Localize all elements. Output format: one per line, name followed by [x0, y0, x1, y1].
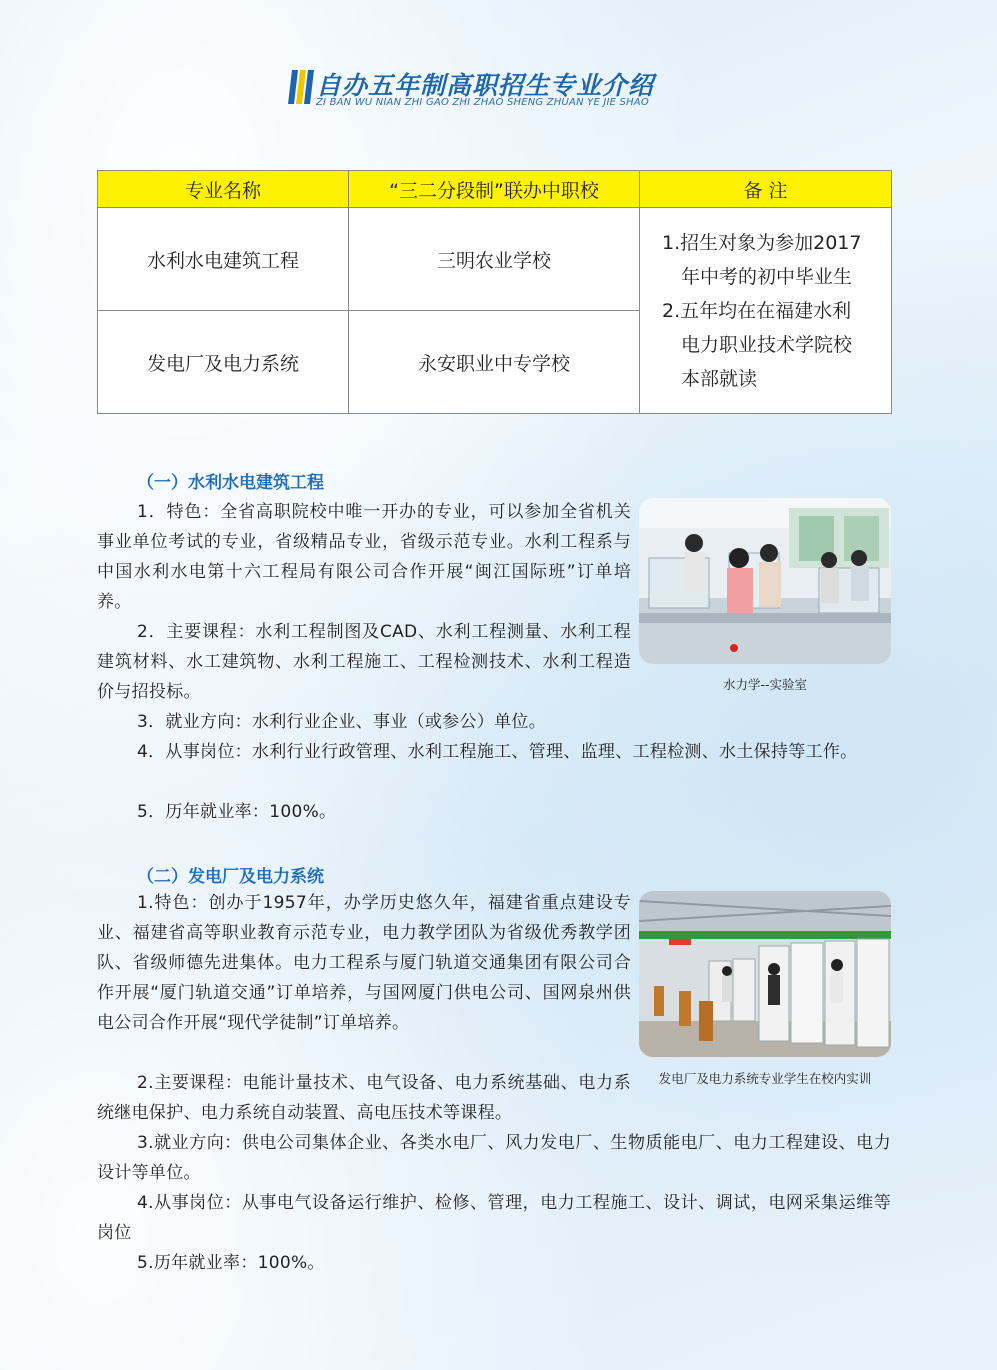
section1-feature-paragraph: 1．特色：全省高职院校中唯一开办的专业，可以参加全省机关事业单位考试的专业，省级精品专业，省级示范专业。水利工程系与中国水利水电第十六工程局有限公司合作开展“闽江国际班”订单培养。 — [97, 502, 631, 612]
section-heading-power: （二）发电厂及电力系统 — [137, 867, 324, 887]
column-header-notes: 备 注 — [640, 171, 892, 208]
notes-cell — [640, 208, 892, 414]
note-line: 电力职业技术学院校 — [681, 333, 853, 356]
power-training-photo — [639, 891, 891, 1057]
majors-table — [97, 170, 892, 414]
page-subtitle: ZI BAN WU NIAN ZHI GAO ZHI ZHAO SHENG ZHUAN YE JIE SHAO — [316, 97, 649, 108]
note-line: 年中考的初中毕业生 — [681, 265, 853, 288]
section1-courses-paragraph: 2．主要课程：水利工程制图及CAD、水利工程测量、水利工程建筑材料、水工建筑物、水利工程施工、工程检测技术、水利工程造价与招投标。 — [97, 622, 631, 702]
table-row — [98, 208, 892, 311]
hydraulics-lab-photo — [639, 498, 891, 664]
table-header-row — [98, 171, 892, 208]
note-line: 1.招生对象为参加2017 — [662, 231, 862, 254]
school-cell: 永安职业中专学校 — [349, 311, 640, 414]
section2-positions-paragraph: 4.从事岗位：从事电气设备运行维护、检修、管理，电力工程施工、设计、调试，电网采集运维等岗位 — [97, 1193, 891, 1243]
section2-feature-paragraph: 1.特色：创办于1957年，办学历史悠久年，福建省重点建设专业、福建省高等职业教育示范专业，电力教学团队为省级优秀教学团队、省级师德先进集体。电力工程系与厦门轨道交通集团有限公司合作开展“厦门轨道交通”订单培养，与国网厦门供电公司、国网泉州供电公司合作开展“现代学徒制”订单培养。 — [97, 893, 631, 1033]
section1-positions-paragraph: 4．从事岗位：水利行业行政管理、水利工程施工、管理、监理、工程检测、水土保持等工作。 — [137, 742, 858, 762]
section1-rate-paragraph: 5．历年就业率：100%。 — [137, 802, 337, 822]
major-cell: 水利水电建筑工程 — [98, 208, 349, 311]
section2-rate-paragraph: 5.历年就业率：100%。 — [137, 1253, 325, 1273]
note-line: 本部就读 — [681, 367, 758, 390]
page-title: 自办五年制高职招生专业介绍 — [316, 71, 655, 100]
note-line: 2.五年均在在福建水利 — [662, 299, 852, 322]
section1-employment-paragraph: 3．就业方向：水利行业企业、事业（或参公）单位。 — [137, 712, 547, 732]
column-header-major: 专业名称 — [98, 171, 349, 208]
section-heading-hydraulic: （一）水利水电建筑工程 — [137, 473, 324, 493]
power-photo-caption: 发电厂及电力系统专业学生在校内实训 — [658, 1071, 872, 1086]
hydraulics-photo-caption: 水力学--实验室 — [722, 677, 808, 692]
school-cell: 三明农业学校 — [349, 208, 640, 311]
brochure-logo-icon — [286, 68, 316, 106]
section2-courses-paragraph: 2.主要课程：电能计量技术、电气设备、电力系统基础、电力系统继电保护、电力系统自动装置、高电压技术等课程。 — [97, 1073, 631, 1123]
major-cell: 发电厂及电力系统 — [98, 311, 349, 414]
section2-employment-paragraph: 3.就业方向：供电公司集体企业、各类水电厂、风力发电厂、生物质能电厂、电力工程建设、电力设计等单位。 — [97, 1133, 891, 1183]
page-header — [280, 66, 740, 110]
column-header-school: “三二分段制”联办中职校 — [349, 171, 640, 208]
